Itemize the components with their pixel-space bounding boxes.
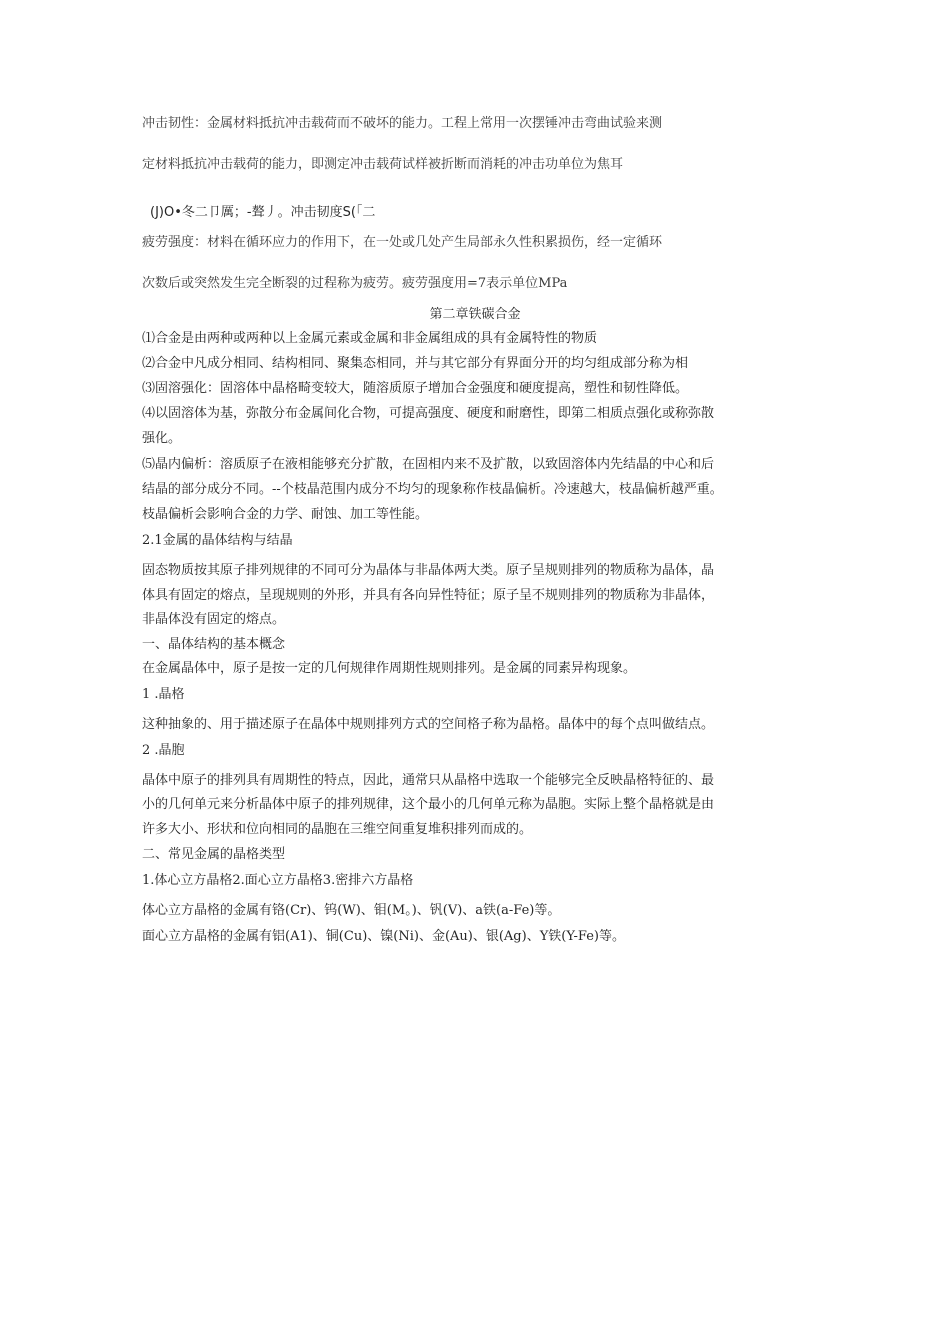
paragraph-unit-cell-line-1: 晶体中原子的排列具有周期性的特点，因此，通常只从晶格中选取一个能够完全反映晶格特征的、最 [142, 773, 715, 788]
lattice-types-list: 1.体心立方晶格2.面心立方晶格3.密排六方晶格 [142, 873, 414, 888]
paragraph-unit-cell-line-3: 许多大小、形状和位向相同的晶胞在三维空间重复堆积排列而成的。 [142, 822, 533, 837]
paragraph-fatigue-line-1: 疲劳强度：材料在循环应力的作用下，在一处或几处产生局部永久性积累损伤，经一定循环 [142, 235, 663, 250]
list-item-1: ⑴合金是由两种或两种以上金属元素或金属和非金属组成的具有金属特性的物质 [142, 331, 598, 346]
section-heading-2-1: 2.1金属的晶体结构与结晶 [142, 533, 293, 548]
paragraph-impact-toughness-line-1: 冲击韧性：金属材料抵抗冲击载荷而不破坏的能力。工程上常用一次摆锤冲击弯曲试验来测 [142, 116, 663, 131]
formula-line: (J)O•冬二卩厲；-聱丿。冲击韧度S(「二 [150, 205, 376, 220]
subheading-lattice-types: 二、常见金属的晶格类型 [142, 847, 286, 862]
list-item-5-line-3: 枝晶偏析会影响合金的力学、耐蚀、加工等性能。 [142, 507, 429, 522]
item-lattice-heading: 1 .晶格 [142, 687, 185, 702]
paragraph-metal-crystal: 在金属晶体中，原子是按一定的几何规律作周期性规则排列。是金属的同素异构现象。 [142, 661, 637, 676]
list-item-4-line-2: 强化。 [142, 431, 182, 446]
paragraph-crystal-line-1: 固态物质按其原子排列规律的不同可分为晶体与非晶体两大类。原子呈规则排列的物质称为晶体，晶 [142, 563, 715, 578]
chapter-title: 第二章铁碳合金 [429, 307, 521, 322]
list-item-2: ⑵合金中凡成分相同、结构相同、聚集态相同，并与其它部分有界面分开的均匀组成部分称为相 [142, 356, 689, 371]
paragraph-crystal-line-3: 非晶体没有固定的熔点。 [142, 612, 286, 627]
paragraph-crystal-line-2: 体具有固定的熔点，呈现规则的外形，并具有各向异性特征；原子呈不规则排列的物质称为非晶体， [142, 588, 715, 603]
list-item-3: ⑶固溶强化：固溶体中晶格畸变较大，随溶质原子增加合金强度和硬度提高，塑性和韧性降低。 [142, 381, 689, 396]
list-item-4-line-1: ⑷以固溶体为基，弥散分布金属间化合物，可提高强度、硬度和耐磨性，即第二相质点强化或称弥散 [142, 406, 715, 421]
item-unit-cell-heading: 2 .晶胞 [142, 743, 185, 758]
list-item-5-line-2: 结晶的部分成分不同。--个枝晶范围内成分不均匀的现象称作枝晶偏析。冷速越大，枝晶偏析越严重。 [142, 482, 723, 497]
paragraph-fatigue-line-2: 次数后或突然发生完全断裂的过程称为疲劳。疲劳强度用=7表示单位MPa [142, 276, 568, 291]
paragraph-impact-toughness-line-2: 定材料抵抗冲击载荷的能力，即测定冲击载荷试样被折断而消耗的冲击功单位为焦耳 [142, 157, 624, 172]
paragraph-fcc-metals: 面心立方晶格的金属有铝(A1)、铜(Cu)、镍(Ni)、金(Au)、银(Ag)、Y铁(Y-Fe)等。 [142, 929, 625, 944]
paragraph-bcc-metals: 体心立方晶格的金属有铬(Cr)、钨(W)、钼(M。)、钒(V)、a铁(a-Fe)等。 [142, 903, 561, 918]
subheading-basic-concepts: 一、晶体结构的基本概念 [142, 637, 286, 652]
list-item-5-line-1: ⑸晶内偏析：溶质原子在液相能够充分扩散，在固相内来不及扩散，以致固溶体内先结晶的中心和后 [142, 457, 715, 472]
paragraph-unit-cell-line-2: 小的几何单元来分析晶体中原子的排列规律，这个最小的几何单元称为晶胞。实际上整个晶格就是由 [142, 797, 715, 812]
paragraph-lattice: 这种抽象的、用于描述原子在晶体中规则排列方式的空间格子称为晶格。晶体中的每个点叫做结点。 [142, 717, 715, 732]
